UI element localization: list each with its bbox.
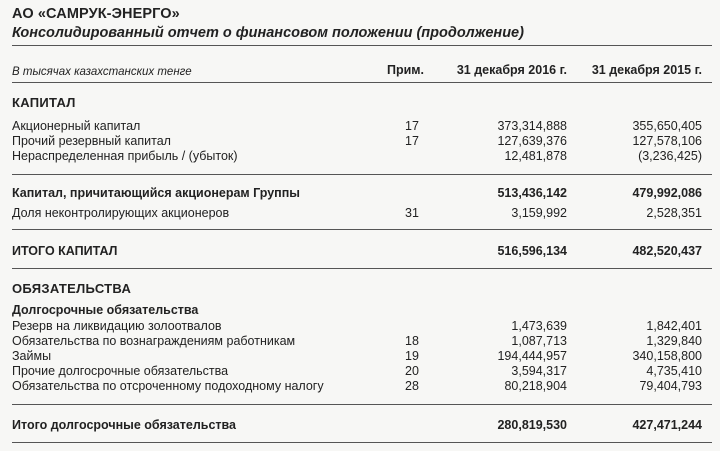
table-row [0,134,720,149]
row-value-2015: 479,992,086 [632,186,702,200]
row-value-2016: 516,596,134 [497,244,567,258]
row-value-2016: 80,218,904 [504,379,567,393]
divider [12,268,712,269]
row-value-2016: 12,481,878 [504,149,567,163]
row-note: 31 [405,206,419,220]
row-value-2016: 127,639,376 [497,134,567,148]
row-value-2015: 340,158,800 [632,349,702,363]
divider [12,229,712,230]
row-note: 28 [405,379,419,393]
row-label: Итого долгосрочные обязательства [12,418,236,432]
row-label: Капитал, причитающийся акционерам Группы [12,186,300,200]
title-rule [12,45,712,46]
row-value-2015: 1,842,401 [646,319,702,333]
row-label: Прочие долгосрочные обязательства [12,364,229,378]
row-value-2015: 1,329,840 [646,334,702,348]
row-value-2015: (3,236,425) [638,149,702,163]
table-row [0,364,720,379]
unit-header: В тысячах казахстанских тенге [12,66,192,78]
row-value-2016: 3,594,317 [511,364,567,378]
row-note: 20 [405,364,419,378]
col-2015-header: 31 декабря 2015 г. [591,63,702,77]
table-row [0,149,720,164]
row-value-2016: 280,819,530 [497,418,567,432]
row-value-2016: 1,473,639 [511,319,567,333]
row-value-2015: 79,404,793 [639,379,702,393]
row-note: 18 [405,334,419,348]
bottom-rule [12,442,712,443]
table-row [0,319,720,334]
row-value-2015: 355,650,405 [632,119,702,133]
long-term-liabilities-title: Долгосрочные обязательства [12,303,199,317]
table-row [0,334,720,349]
company-name: АО «САМРУК-ЭНЕРГО» [12,6,180,22]
row-label: Акционерный капитал [12,119,141,133]
row-label: Доля неконтролирующих акционеров [12,206,230,220]
total-long-term-liabilities-row [0,418,720,433]
row-label: Нераспределенная прибыль / (убыток) [12,149,238,163]
row-note: 19 [405,349,419,363]
row-note: 17 [405,119,419,133]
row-value-2016: 513,436,142 [497,186,567,200]
table-row [0,349,720,364]
row-label: Займы [12,349,52,363]
row-value-2015: 2,528,351 [646,206,702,220]
row-label: ИТОГО КАПИТАЛ [12,244,118,258]
row-value-2015: 127,578,106 [632,134,702,148]
row-note: 17 [405,134,419,148]
equity-section-title: КАПИТАЛ [12,95,76,110]
row-value-2016: 194,444,957 [497,349,567,363]
divider [12,404,712,405]
total-equity-row [0,244,720,259]
table-row [0,379,720,394]
row-value-2016: 373,314,888 [497,119,567,133]
row-value-2015: 427,471,244 [632,418,702,432]
header-rule [12,82,712,83]
row-value-2016: 1,087,713 [511,334,567,348]
row-value-2015: 482,520,437 [632,244,702,258]
attributable-equity-row [0,186,720,201]
col-2016-header: 31 декабря 2016 г. [456,63,567,77]
row-label: Прочий резервный капитал [12,134,171,148]
row-label: Резерв на ликвидацию золоотвалов [12,319,222,333]
row-value-2016: 3,159,992 [511,206,567,220]
table-row [0,119,720,134]
report-title: Консолидированный отчет о финансовом положении (продолжение) [12,25,524,41]
row-label: Обязательства по вознаграждениям работникам [12,334,296,348]
note-header: Прим. [387,63,425,77]
liabilities-section-title: ОБЯЗАТЕЛЬСТВА [12,281,132,296]
row-value-2015: 4,735,410 [646,364,702,378]
minority-interest-row [0,206,720,221]
row-label: Обязательства по отсроченному подоходному налогу [12,379,324,393]
divider [12,174,712,175]
